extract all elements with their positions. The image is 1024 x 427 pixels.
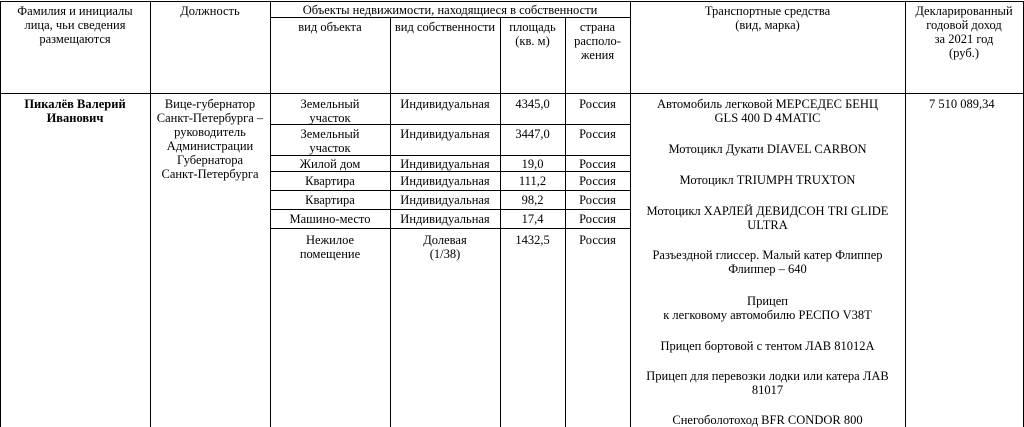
realty-row-1-area: 4345,0 xyxy=(515,97,550,111)
realty-row-1-country: Россия xyxy=(579,97,616,111)
realty-row-7-country: Россия xyxy=(579,233,616,247)
row-divider xyxy=(270,171,630,172)
header-income: Декларированный годовой доход за 2021 год (руб.) xyxy=(915,4,1013,60)
realty-subheader-divider xyxy=(270,17,630,18)
realty-row-4-type: Квартира xyxy=(305,174,355,188)
realty-row-3-ownership: Индивидуальная xyxy=(400,157,490,171)
col-divider xyxy=(905,1,906,427)
transport-item-4: Мотоцикл ХАРЛЕЙ ДЕВИДСОН TRI GLIDE ULTRA xyxy=(646,204,889,232)
realty-row-5-ownership: Индивидуальная xyxy=(400,193,490,207)
table-left-border xyxy=(0,1,1,427)
realty-row-6-country: Россия xyxy=(579,212,616,226)
realty-row-1-ownership: Индивидуальная xyxy=(400,97,490,111)
person-position: Вице-губернатор Санкт-Петербурга – руководитель Администрации Губернатора Санкт-Петербурга xyxy=(156,97,264,181)
col-divider xyxy=(150,1,151,427)
realty-row-3-type: Жилой дом xyxy=(299,157,361,171)
realty-row-6-area: 17,4 xyxy=(521,212,544,226)
row-divider xyxy=(270,209,630,210)
row-divider xyxy=(270,228,630,229)
realty-row-5-area: 98,2 xyxy=(521,193,544,207)
row-divider xyxy=(270,155,630,156)
realty-row-2-type: Земельный участок xyxy=(300,127,360,155)
transport-item-8: Прицеп для перевозки лодки или катера ЛАВ 81017 xyxy=(646,369,889,397)
realty-row-6-ownership: Индивидуальная xyxy=(400,212,490,226)
person-income: 7 510 089,34 xyxy=(929,97,995,111)
table-top-border xyxy=(0,1,1024,2)
realty-row-1-type: Земельный участок xyxy=(300,97,360,125)
realty-row-5-type: Квартира xyxy=(305,193,355,207)
realty-row-7-ownership: Долевая (1/38) xyxy=(423,233,467,261)
transport-item-7: Прицеп бортовой с тентом ЛАВ 81012А xyxy=(660,339,875,353)
transport-item-3: Мотоцикл TRIUMPH TRUXTON xyxy=(679,173,856,187)
realty-row-2-country: Россия xyxy=(579,127,616,141)
header-object-type: вид объекта xyxy=(298,20,362,34)
header-position: Должность xyxy=(180,4,240,18)
realty-row-3-area: 19,0 xyxy=(521,157,544,171)
person-name: Пикалёв Валерий Иванович xyxy=(24,97,126,125)
realty-row-6-type: Машино-место xyxy=(289,212,371,226)
header-realty-group: Объекты недвижимости, находящиеся в собственности xyxy=(302,3,598,17)
transport-item-6: Прицеп к легковому автомобилю РЕСПО V38T xyxy=(663,294,872,322)
realty-row-5-country: Россия xyxy=(579,193,616,207)
header-name: Фамилия и инициалы лица, чьи сведения размещаются xyxy=(17,4,133,46)
header-bottom-border xyxy=(0,93,1024,94)
header-area: площадь (кв. м) xyxy=(509,20,556,48)
header-ownership: вид собственности xyxy=(394,20,496,34)
realty-row-3-country: Россия xyxy=(579,157,616,171)
realty-row-4-country: Россия xyxy=(579,174,616,188)
header-country: страна располо- жения xyxy=(574,20,621,62)
transport-item-5: Разъездной глиссер. Малый катер Флиппер Флиппер – 640 xyxy=(652,248,883,276)
transport-item-2: Мотоцикл Дукати DIAVEL CARBON xyxy=(668,142,867,156)
realty-row-2-ownership: Индивидуальная xyxy=(400,127,490,141)
transport-item-9: Снегоболотоход BFR CONDOR 800 xyxy=(672,413,863,427)
realty-row-7-area: 1432,5 xyxy=(515,233,550,247)
row-divider xyxy=(270,190,630,191)
realty-row-4-area: 111,2 xyxy=(518,174,547,188)
realty-row-7-type: Нежилое помещение xyxy=(299,233,361,261)
header-transport: Транспортные средства (вид, марка) xyxy=(704,4,831,32)
realty-row-4-ownership: Индивидуальная xyxy=(400,174,490,188)
transport-item-1: Автомобиль легковой МЕРСЕДЕС БЕНЦ GLS 400 D 4MATIC xyxy=(656,97,878,125)
realty-row-2-area: 3447,0 xyxy=(515,127,550,141)
